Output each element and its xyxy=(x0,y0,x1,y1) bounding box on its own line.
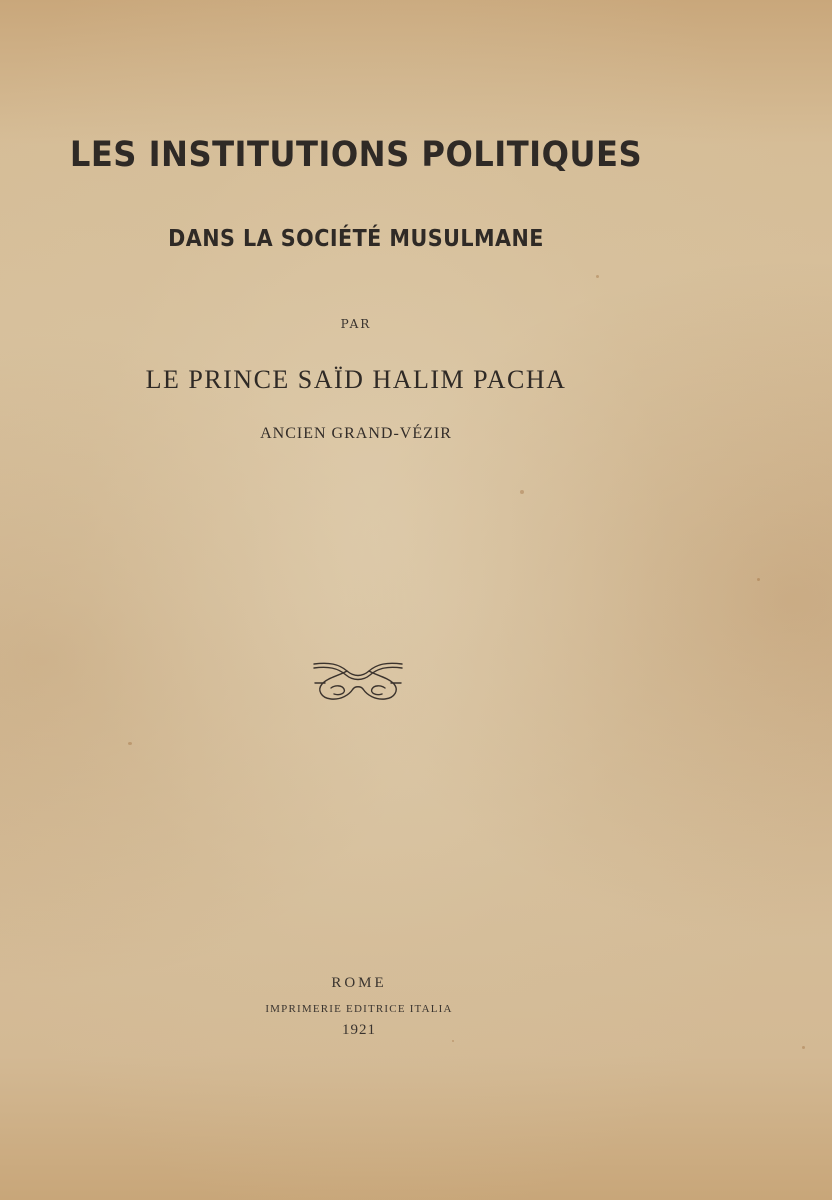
foxing-spot xyxy=(802,1046,805,1049)
foxing-spot xyxy=(757,578,760,581)
imprint-printer: IMPRIMERIE EDITRICE ITALIA xyxy=(265,1003,453,1015)
book-subtitle: DANS LA SOCIÉTÉ MUSULMANE xyxy=(168,226,544,252)
imprint-city: ROME xyxy=(331,975,387,991)
imprint-year: 1921 xyxy=(342,1022,376,1038)
art-nouveau-knot-ornament-icon xyxy=(311,658,405,704)
by-line: PAR xyxy=(340,317,372,331)
author-name: LE PRINCE SAÏD HALIM PACHA xyxy=(145,365,567,394)
foxing-spot xyxy=(596,275,599,278)
foxing-spot xyxy=(452,1040,454,1042)
foxing-spot xyxy=(128,742,132,745)
book-title: LES INSTITUTIONS POLITIQUES xyxy=(69,135,643,175)
foxing-spot xyxy=(520,490,524,494)
author-title: ANCIEN GRAND-VÉZIR xyxy=(260,425,452,442)
